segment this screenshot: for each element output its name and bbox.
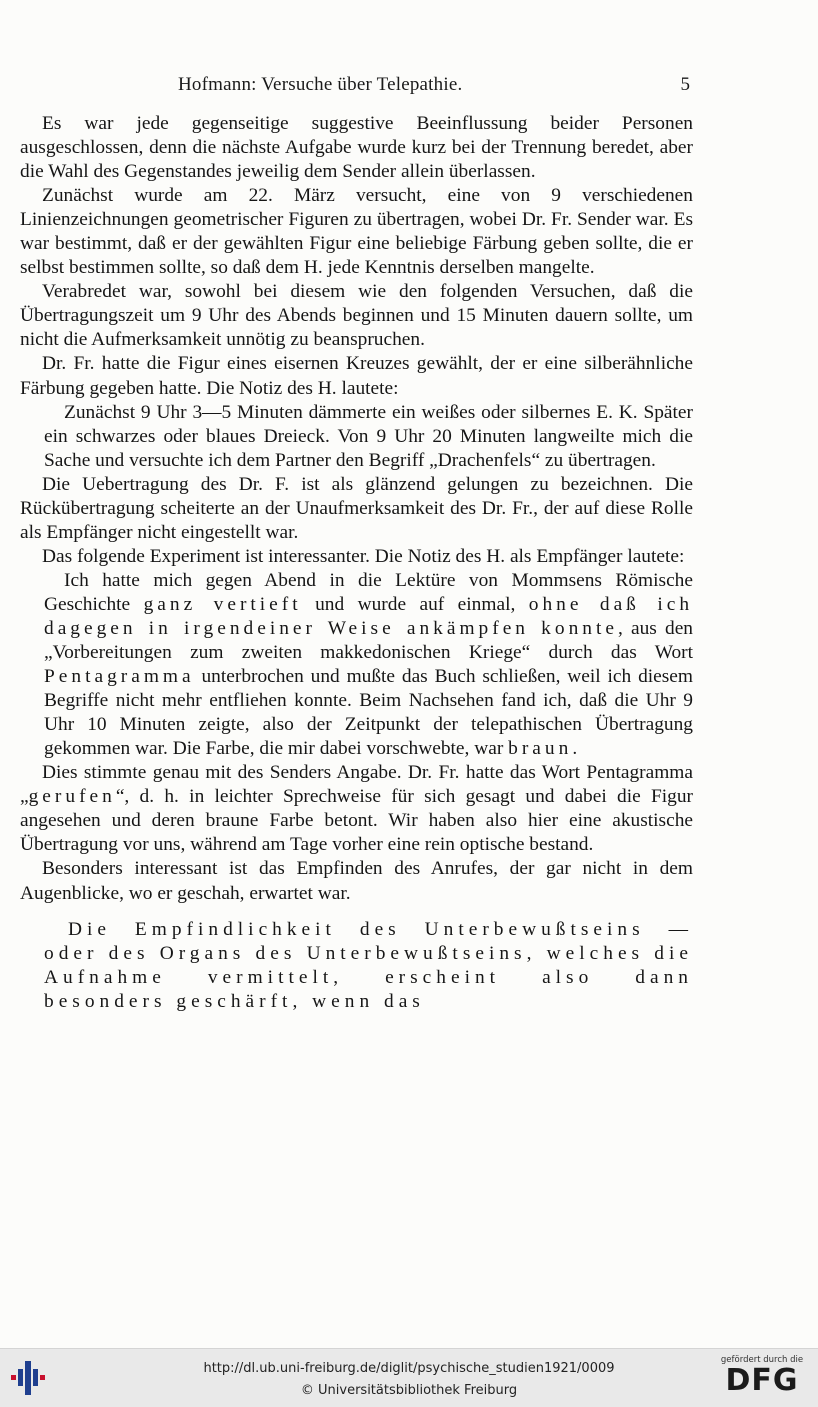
emphasis-gerufen: gerufen: [28, 786, 116, 808]
copyright-notice: © Universitätsbibliothek Freiburg: [300, 1383, 518, 1398]
paragraph-4: Dr. Fr. hatte die Figur eines eisernen Kreuzes gewählt, der er eine silberähnliche Färbung gegeben hatte. Die Notiz des H. lautete:: [20, 353, 693, 399]
permalink-url[interactable]: http://dl.ub.uni-freiburg.de/diglit/psychische_studien1921/0009: [203, 1361, 615, 1376]
page-number: 5: [680, 74, 690, 95]
quote-2-text: und wurde auf einmal,: [301, 593, 529, 615]
paragraph-9: Die Empfindlichkeit des Unterbewußtseins — oder des Organs des Unterbewußtseins, welches die Aufnahme vermittelt, erscheint also dann besonders geschärft, wenn das: [44, 918, 693, 1012]
funding-note: gefördert durch die: [720, 1355, 804, 1365]
quote-2-text: Ich hatte mich gegen Abend in die Lektüre von Mommsens Römische Geschichte: [44, 569, 693, 615]
emphasis-pentagramma: Pentagramma: [44, 666, 195, 688]
quote-2: [44, 569, 693, 761]
paragraph-6: Das folgende Experiment ist interessanter. Die Notiz des H. als Empfänger lautete:: [42, 545, 685, 567]
paragraph-7-text: “, d. h. in leichter Sprechweise für sich gesagt und dabei die Figur angesehen und deren braune Farbe betont. Wir haben also hier eine akustische Übertragung vor uns, während am Tage vorher eine rein optische bestand.: [20, 786, 693, 856]
emphasis-ganz-vertieft: ganz vertieft: [143, 593, 302, 615]
paragraph-1: Es war jede gegenseitige suggestive Beeinflussung beider Personen ausgeschlossen, denn die nächste Aufgabe wurde kurz bei der Trennung beredet, aber die Wahl des Gegenstandes jeweilig dem Sender allein überlassen.: [20, 113, 693, 183]
quote-2-text: .: [572, 738, 578, 760]
emphasis-braun: braun: [508, 738, 573, 760]
paragraph-2: Zunächst wurde am 22. März versucht, eine von 9 verschiedenen Linienzeichnungen geometrischer Figuren zu übertragen, wobei Dr. Fr. Sender war. Es war bestimmt, daß er der gewählten Figur eine beliebige Färbung geben sollte, die er selbst bestimmen sollte, so daß dem H. jede Kenntnis derselben mangelte.: [20, 185, 693, 279]
paragraph-7: [20, 761, 693, 857]
paragraph-3: Verabredet war, sowohl bei diesem wie den folgenden Versuchen, daß die Übertragungszeit um 9 Uhr des Abends beginnen und 15 Minuten dauern sollte, um nicht die Aufmerksamkeit unnötig zu beanspruchen.: [20, 281, 693, 351]
running-title: Hofmann: Versuche über Telepathie.: [178, 74, 463, 95]
quote-1: Zunächst 9 Uhr 3—5 Minuten dämmerte ein weißes oder silbernes E. K. Später ein schwarzes oder blaues Dreieck. Von 9 Uhr 20 Minuten langweilte mich die Sache und versuchte ich dem Partner den Begriff „Drachenfels“ zu übertragen.: [44, 401, 693, 471]
quote-2-text: , aus den „Vorbereitungen zum zweiten makkedonischen Kriege“ durch das Wort: [44, 617, 693, 664]
dfg-logo: [718, 1355, 806, 1401]
body-text: [20, 112, 693, 1014]
paragraph-7-text: Dies stimmte genau mit des Senders Angabe. Dr. Fr. hatte das Wort Pentagramma „: [20, 762, 693, 808]
quote-2-text: unterbrochen und mußte das Buch schließen, weil ich diesem Begriffe nicht mehr entfliehen konnte. Beim Nachsehen fand ich, daß die Uhr 9 Uhr 10 Minuten zeigte, also der Zeitpunkt der telepathischen Übertragung gekommen war. Die Farbe, die mir dabei vorschwebte, war: [44, 666, 693, 760]
paragraph-5: Die Uebertragung des Dr. F. ist als glänzend gelungen zu bezeichnen. Die Rückübertragung scheiterte an der Unaufmerksamkeit des Dr. Fr., der auf diese Rolle als Empfänger nicht eingestellt war.: [20, 473, 693, 543]
viewer-footer: [0, 1348, 818, 1407]
paragraph-8: Besonders interessant ist das Empfinden des Anrufes, der gar nicht in dem Augenblicke, wo er geschah, erwartet war.: [20, 858, 693, 904]
dfg-mark: DFG: [725, 1363, 799, 1398]
running-head: [20, 72, 692, 100]
emphasis-ohne-dass: ohne daß ich dagegen in irgendeiner Weise ankämpfen konnte: [44, 593, 694, 639]
